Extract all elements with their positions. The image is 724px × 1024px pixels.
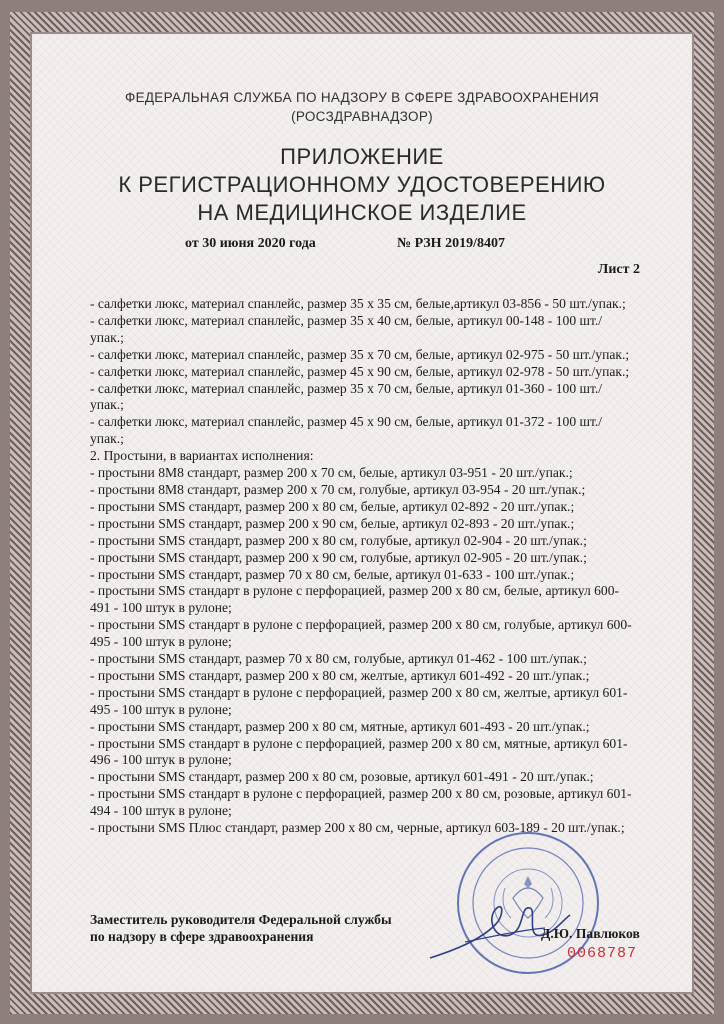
list-item: - простыни SMS стандарт, размер 200 х 90 см, голубые, артикул 02-905 - 20 шт./упак.; [90,549,587,565]
list-item: - простыни SMS стандарт, размер 200 х 90 см, белые, артикул 02-893 - 20 шт./упак.; [90,515,575,531]
list-item: - простыни SMS стандарт, размер 200 х 80 см, белые, артикул 02-892 - 20 шт./упак.; [90,498,575,514]
list-item: - простыни SMS стандарт в рулоне с перфорацией, размер 200 х 80 см, розовые, артикул 601-494 - 100 штук в рулоне; [90,786,632,819]
signatory-title-line-1: Заместитель руководителя Федеральной службы [90,912,392,927]
list-item: - простыни SMS стандарт в рулоне с перфорацией, размер 200 х 80 см, мятные, артикул 601-496 - 100 штук в рулоне; [90,735,628,768]
list-item: - простыни SMS стандарт, размер 200 х 80 см, розовые, артикул 601-491 - 20 шт./упак.; [90,769,594,785]
list-item: - простыни SMS стандарт в рулоне с перфорацией, размер 200 х 80 см, голубые, артикул 600- 495 - 100 штук в рулоне; [90,617,632,650]
signatory-name: Д.Ю. Павлюков [541,926,640,941]
title-line-2: К РЕГИСТРАЦИОННОМУ УДОСТОВЕРЕНИЮ [118,172,606,197]
items-list [90,296,634,837]
list-item: - простыни 8М8 стандарт, размер 200 х 70 см, белые, артикул 03-951 - 20 шт./упак.; [90,465,573,481]
issue-date: от 30 июня 2020 года [185,236,316,251]
list-item: - простыни 8М8 стандарт, размер 200 х 70 см, голубые, артикул 03-954 - 20 шт./упак.; [90,481,586,497]
list-item: - салфетки люкс, материал спанлейс, размер 35 х 70 см, белые, артикул 02-975 - 50 шт./упак.; [90,346,630,362]
list-item: - простыни SMS Плюс стандарт, размер 200 х 80 см, черные, артикул 603-189 - 20 шт./упак.; [90,820,625,836]
list-item: - простыни SMS стандарт в рулоне с перфорацией, размер 200 х 80 см, белые, артикул 600-491 - 100 штук в рулоне; [90,583,620,616]
handwritten-signature-icon [425,880,575,970]
list-item: - салфетки люкс, материал спанлейс, размер 45 х 90 см, белые, артикул 01-372 - 100 шт./упак.; [90,414,603,447]
list-item: - салфетки люкс, материал спанлейс, размер 35 х 35 см, белые,артикул 03-856 - 50 шт./упак.; [90,296,626,311]
agency-name: ФЕДЕРАЛЬНАЯ СЛУЖБА ПО НАДЗОРУ В СФЕРЕ ЗДРАВООХРАНЕНИЯ [125,90,599,105]
title-line-3: НА МЕДИЦИНСКОЕ ИЗДЕЛИЕ [197,200,527,225]
title-line-1: ПРИЛОЖЕНИЕ [280,144,444,169]
list-item: - простыни SMS стандарт, размер 200 х 80 см, желтые, артикул 601-492 - 20 шт./упак.; [90,667,590,683]
registration-number: № РЗН 2019/8407 [397,236,505,251]
agency-abbreviation: (РОСЗДРАВНАДЗОР) [291,109,433,124]
list-item: - простыни SMS стандарт, размер 70 х 80 см, белые, артикул 01-633 - 100 шт./упак.; [90,566,575,582]
list-item: - простыни SMS стандарт, размер 70 х 80 см, голубые, артикул 01-462 - 100 шт./упак.; [90,651,587,667]
list-item: - простыни SMS стандарт, размер 200 х 80 см, мятные, артикул 601-493 - 20 шт./упак.; [90,718,590,734]
signatory-title-line-2: по надзору в сфере здравоохранения [90,929,314,944]
list-item: - простыни SMS стандарт, размер 200 х 80 см, голубые, артикул 02-904 - 20 шт./упак.; [90,532,587,548]
section-heading: 2. Простыни, в вариантах исполнения: [90,448,314,464]
list-item: - салфетки люкс, материал спанлейс, размер 45 х 90 см, белые, артикул 02-978 - 50 шт./упак.; [90,363,630,379]
list-item: - салфетки люкс, материал спанлейс, размер 35 х 70 см, белые, артикул 01-360 - 100 шт./упак.; [90,380,603,413]
list-item: - простыни SMS стандарт в рулоне с перфорацией, размер 200 х 80 см, желтые, артикул 601- 495 - 100 штук в рулоне; [90,684,628,717]
document-title [0,143,724,227]
agency-header [0,88,724,126]
list-item: - салфетки люкс, материал спанлейс, размер 35 х 40 см, белые, артикул 00-148 - 100 шт./упак.; [90,312,603,345]
serial-number: 0068787 [567,945,638,962]
sheet-number: Лист 2 [597,262,640,277]
